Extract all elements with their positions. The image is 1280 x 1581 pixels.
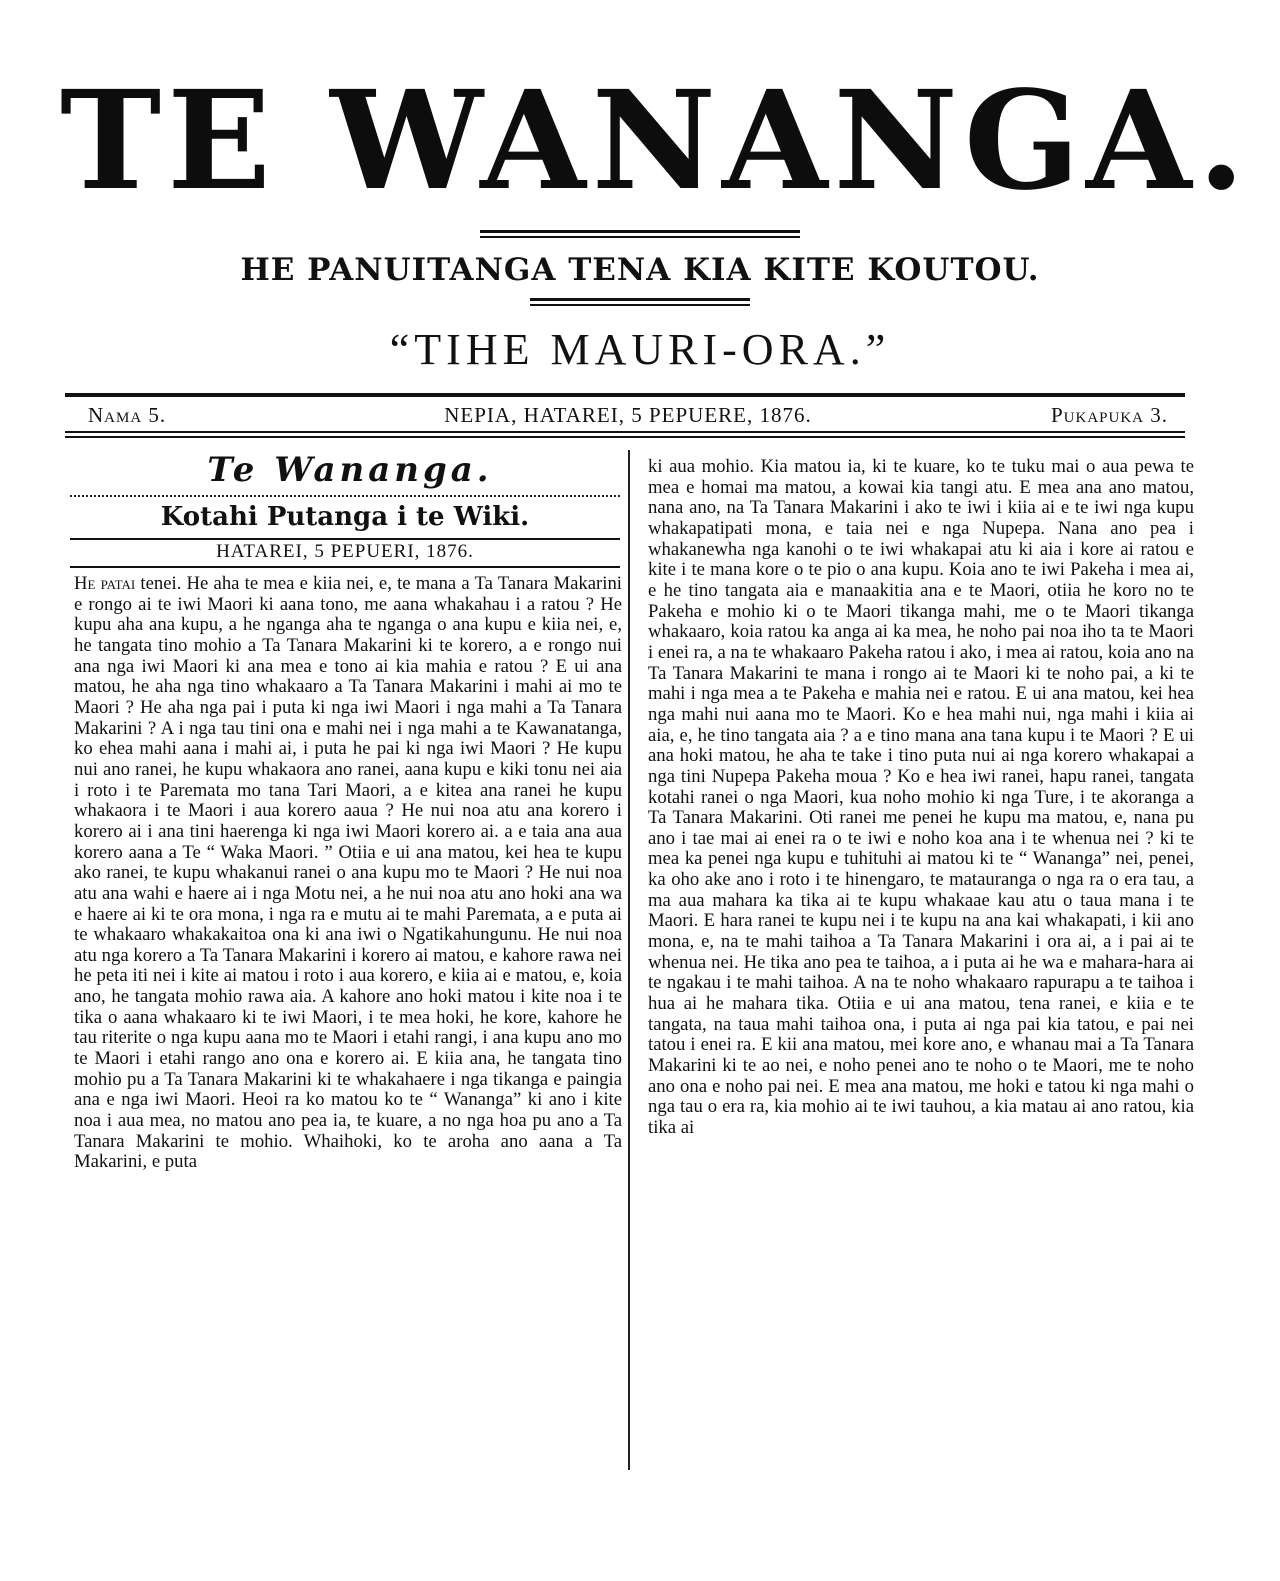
masthead-title: TE WANANGA. (60, 61, 1251, 221)
article-dateline: HATAREI, 5 PEPUERI, 1876. (216, 541, 474, 562)
article-lead-words: He patai (74, 573, 136, 594)
issue-number: Nama 5. (88, 403, 167, 427)
issue-volume: Pukapuka 3. (1050, 403, 1168, 427)
issue-rule-bottom-1 (65, 431, 1185, 433)
issue-rule-top (65, 393, 1185, 397)
paper-name: Te Wananga. (207, 450, 493, 490)
column-divider (628, 450, 630, 1470)
subtitle-rule (530, 298, 750, 306)
paper-name-rule (70, 495, 620, 497)
issue-rule-bottom-2 (65, 436, 1185, 438)
issue-place-date: NEPIA, HATAREI, 5 PEPUERE, 1876. (444, 403, 812, 427)
article-body-right: ki aua mohio. Kia matou ia, ki te kuare, ko te tuku mai o aua pewa te mea e homai ma matou, a kowai kia tangi atu. E mea ana ano matou, nana ano, na Ta Tanara Makarini i ako te iwi i kiia ai e te iwi nga kupu whakapatipati mona, e taia nei e nga Nupepa. Nana ano pea i whakanewha nga kanohi o te iwi whakapai atu ki aia i kore ai ratou e kite i te mana kore o te pio o ana kupu. Koia ano te iwi Pakeha i mea ai, e he tino tangata aia e manaakitia ana e te Maori, otiia he koro no te Pakeha e mohio ki o te Maori tikanga mahi, me o te Maori tikanga whakaaro, koia ratou ka anga ai ka mea, he noho pai noa iho ta te Maori i enei ra, a na te whakaaro Pakeha ratou i ako, i mea ai ratou, koia ano na Ta Tanara Makarini te mana i rongo ai te Maori ki te noho pai, a ki te mahi i nga mea a te Pakeha e mahia nei e ratou. E ui ana matou, kei hea nga mahi nui aana mo te Maori. Ko e hea mahi nui, nga mahi i kiia ai aia, e, he tino tangata aia ? a e tino mana ana tana kupu i te Maori ? E ui ana hoki matou, he aha te take i tino puta nui ai nga korero whakapai a nga tini Nupepa Pakeha moua ? Ko e hea iwi ranei, hapu ranei, tangata kotahi ranei o nga Maori, kua noho mohio ki nga Ture, i te akoranga a Ta Tanara Makarini. Oti ranei me penei he kupu ma matou, e, nana pu ano i tae mai ai enei ra o te iwi e noho koa ana i te whenua nei ? ki te mea ka penei nga kupu e tuhituhi ai matou ki te “ Wananga” nei, penei, ka oho ake ano i roto i te hinengaro, te matauranga o nga ra o era tau, a ma aua mahara ka tika ai te kupu whakaae kau atu o taua mana i te Maori. E hara ranei te kupu nei i te kupu na ana kai whakapati, i kii ano mona, e, na te mahi taihoa a Ta Tanara Makarini i ora ai, a i pai ai te whenua nei. He tika ano pea te taihoa, a i puta ai he wa e mahara-hara ai te ngakau i te mahi taihoa. A na te noho whakaaro rapurapu a te taihoa i hua ai he mahara tika. Otiia e ui ana matou, tena ranei, e kiia e te tangata, na taua mahi taihoa ona, i puta ai nga pai kia tatou, e pai nei tatou i enei ra. E kii ana matou, mei kore ano, e whanau mai a Ta Tanara Makarini ki te ao nei, e noho penei ano te noho o te Maori, me te noho ano ona e noho pai nei. E mea ana matou, me hoki e tatou ki nga mahi o nga tau o era ra, kia mohio ai te iwi tauhou, a kia matau ai ano ratou, kia tika ai (648, 456, 1194, 1138)
dateline-rule (70, 566, 620, 568)
masthead-rule (480, 230, 800, 238)
motto: “TIHE MAURI-ORA.” (389, 325, 891, 374)
article-body-left: tenei. He aha te mea e kiia nei, e, te mana a Ta Tanara Makarini e rongo ai te iwi Maori ki aana tono, me aana whakahau i a ratou ? He kupu aha ana kupu, a he nganga aha te nganga o ana kupu e kiia nei, e, he tangata tino mohio a Ta Tanara Makarini ki te korero, a e rongo nui ana nga iwi Maori ki ana mea e tono ai kia mahia e ratou ? E ui ana matou, he aha nga tino whakaaro a Ta Tanara Makarini i mahi ai mo te Maori ? He aha nga pai i puta ki nga iwi Maori i nga mahi a Ta Tanara Makarini ? A i nga tau tini ona e mahi nei i nga mahi a te Kawanatanga, ko ehea mahi aana i mahi ai, i puta he pai ki nga iwi Maori ? He kupu nui ano ranei, he kupu whakaora ano ranei, aana kupu e kiki tonu nei aia i roto i te Paremata mo tana Tari Maori, a e kitea ana ranei he kupu whakaora i te Maori i aua korero aaua ? He nui noa atu ana korero i korero ai i ana tini haerenga ki nga iwi Maori korero ai. a e taia ana aua korero aana a Te “ Waka Maori. ” Otiia e ui ana matou, kei hea te kupu ako ranei, te kupu whakanui ranei o ana kupu mo te Maori ? He nui noa atu ana wahi e haere ai i nga Motu nei, a he nui noa atu ano hoki ana wa e haere ai ki te ora mona, i nga ra e mutu ai te mahi Paremata, a e puta ai te whakaaro whakakaitoa ona ki ana iwi o Ngatikahungunu. He nui noa atu nga korero a Ta Tanara Makarini i korero ai matou, e kahore rawa nei he peta iti nei i kite ai matou i roto i aua korero, e kiia ai e matou, e, koia ano, he tangata mohio rawa aia. A kahore ano hoki matou i kite noa i te tika o aana whakaaro ki te iwi Maori, i te mea hoki, he kore, kahore he tau riterite o nga kupu aana mo te Maori i etahi rangi, i ana kupu ano mo te Maori i etahi rango ano ona e korero ai. E kiia ana, he tangata tino mohio pu a Ta Tanara Makarini ki te whakahaere i nga tikanga e paingia ana e nga iwi Maori. Heoi ra ko matou ko te “ Wananga” ki ano i kite noa i aua mea, no matou ano pea ia, te kuare, a no nga hoa pu ano a Ta Tanara Makarini te mohio. Whaihoki, ko te aroha ano aana a Ta Makarini, e puta (74, 573, 622, 1173)
subtitle: HE PANUITANGA TENA KIA KITE KOUTOU. (240, 252, 1040, 288)
article-column-left (74, 574, 622, 1173)
article-column-right (648, 457, 1194, 1139)
section-heading: Kotahi Putanga i te Wiki. (160, 502, 530, 532)
issue-bar (88, 400, 1168, 430)
